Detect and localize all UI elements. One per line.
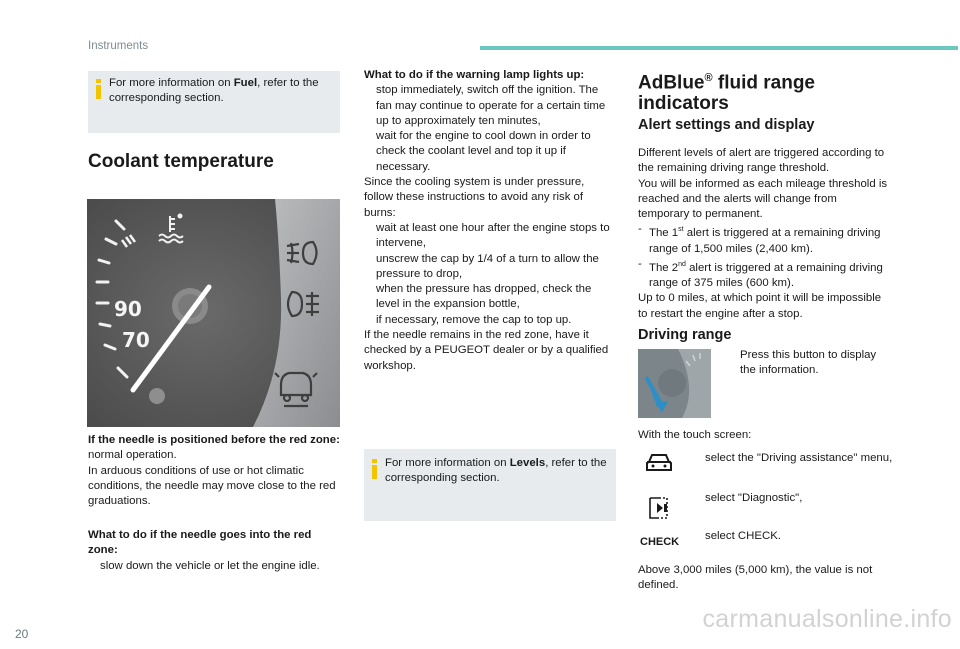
note-levels-text: For more information on Levels, refer to the corresponding section.: [385, 457, 607, 485]
instrument-button-image: [638, 349, 711, 418]
range-footer-text: Above 3,000 miles (5,000 km), the value is not defined.: [638, 564, 873, 592]
info-icon: [96, 79, 101, 99]
list-item: wait for the engine to cool down in order to check the coolant level and top it up if necessary.: [376, 130, 591, 173]
driving-range-heading: Driving range: [638, 327, 732, 343]
list-item: slow down the vehicle or let the engine idle.: [100, 559, 320, 572]
before-red-paragraph: If the needle is positioned before the red zone: normal operation. In arduous conditions of use or hot climatic conditions, the needle may move close to the red graduations.: [88, 433, 340, 509]
touch-screen-label: With the touch screen:: [638, 429, 752, 441]
alert-heading: Alert settings and display: [638, 117, 815, 133]
range-step: Press this button to display the information.: [740, 349, 877, 377]
list-item: stop immediately, switch off the ignition. The fan may continue to operate for a certain time up to approximately ten minutes,: [376, 84, 606, 127]
header-accent-bar: [480, 46, 958, 50]
gauge-mark-90: 90: [114, 297, 142, 321]
into-red-section: [88, 528, 340, 574]
warning-heading: What to do if the warning lamp lights up:: [364, 69, 585, 81]
coolant-gauge-image: [87, 199, 340, 427]
check-label: CHECK: [640, 536, 680, 548]
section-header: Instruments: [88, 40, 149, 52]
note-fuel-text: For more information on Fuel, refer to the corresponding section.: [109, 77, 319, 105]
touch-step-2: select "Diagnostic",: [705, 492, 803, 504]
list-item: if necessary, remove the cap to top up.: [376, 313, 572, 326]
note-fuel-link: Fuel: [233, 77, 258, 89]
into-red-heading: What to do if the needle goes into the red zone:: [88, 529, 312, 557]
alert-section: Different levels of alert are triggered according to the remaining driving range threshold. You will be informed as each mileage threshold is reached and the alerts will change from temporary to permanent. - The 1st alert is triggered at a remaining driving range of 1,500 miles (2,400 km). - The 2nd alert is triggered at a remaining driving range of 375 miles (600 km). Up to 0 miles, at which point it will be impossible to restart the engine after a stop.: [638, 146, 890, 322]
adblue-title: AdBlue® fluid range indicators: [638, 72, 816, 115]
list-item: - The 1st alert is triggered at a remaining driving range of 1,500 miles (2,400 km).: [638, 223, 881, 255]
car-icon: [644, 452, 674, 479]
watermark: carmanualsonline.info: [702, 605, 952, 633]
list-item: when the pressure has dropped, check the level in the expansion bottle,: [376, 283, 592, 311]
warning-lamp-section: [364, 68, 616, 374]
note-fuel: [88, 71, 340, 133]
gauge-mark-70: 70: [122, 328, 150, 352]
pressure-text: Since the cooling system is under pressure, follow these instructions to avoid any risk of burns:: [364, 176, 585, 219]
diagnostic-icon: [647, 496, 671, 525]
list-item: - The 2nd alert is triggered at a remaining driving range of 375 miles (600 km).: [638, 257, 883, 289]
arduous-text: In arduous conditions of use or hot climatic conditions, the needle may move close to the red graduations.: [88, 464, 336, 508]
info-icon: [372, 459, 377, 479]
list-item: wait at least one hour after the engine stops to intervene,: [376, 221, 610, 250]
note-levels: [364, 449, 616, 521]
page-number: 20: [15, 627, 29, 641]
coolant-title: Coolant temperature: [88, 151, 274, 172]
touch-step-3: select CHECK.: [705, 530, 781, 542]
touch-step-1: select the "Driving assistance" menu,: [705, 452, 893, 464]
list-item: unscrew the cap by 1/4 of a turn to allow the pressure to drop,: [376, 252, 599, 280]
red-zone-text: If the needle remains in the red zone, have it checked by a PEUGEOT dealer or by a qualified workshop.: [364, 329, 609, 372]
note-levels-link: Levels: [509, 457, 546, 469]
